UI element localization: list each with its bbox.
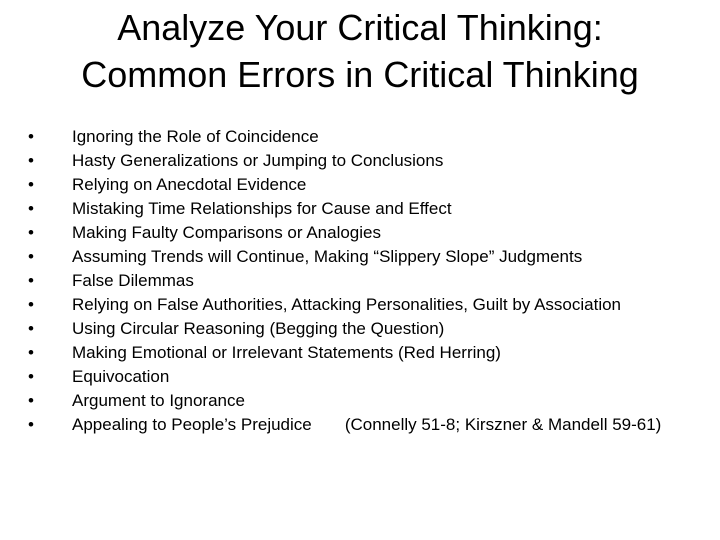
bullet-icon: • [28,247,34,266]
citation: (Connelly 51-8; Kirszner & Mandell 59-61) [344,415,662,434]
slide-title [20,4,700,98]
bullet-list [28,127,708,439]
list-item-text: Making Emotional or Irrelevant Statements (Red Herring) [72,343,501,362]
bullet-icon: • [28,151,34,170]
list-item-text: Relying on Anecdotal Evidence [72,175,307,194]
list-item [28,175,708,194]
list-item [28,151,708,170]
list-item-text: False Dilemmas [72,271,194,290]
title-line-2: Common Errors in Critical Thinking [81,54,639,95]
list-item [28,223,708,242]
bullet-icon: • [28,295,34,314]
bullet-icon: • [28,367,34,386]
bullet-icon: • [28,343,34,362]
list-item-text: Argument to Ignorance [72,391,245,410]
bullet-icon: • [28,319,34,338]
list-item-text: Relying on False Authorities, Attacking Personalities, Guilt by Association [72,295,622,314]
list-item-text: Equivocation [72,367,170,386]
list-item-text: Appealing to People’s Prejudice [72,415,312,434]
list-item-text: Mistaking Time Relationships for Cause and Effect [72,199,452,218]
list-item [28,415,708,434]
list-item [28,247,708,266]
list-item [28,295,708,314]
bullet-icon: • [28,271,34,290]
bullet-icon: • [28,223,34,242]
list-item [28,319,708,338]
bullet-icon: • [28,175,34,194]
bullet-icon: • [28,415,34,434]
list-item-text: Ignoring the Role of Coincidence [72,127,319,146]
list-item [28,127,708,146]
list-item [28,343,708,362]
list-item-text: Hasty Generalizations or Jumping to Conclusions [72,151,444,170]
list-item-text: Using Circular Reasoning (Begging the Question) [72,319,445,338]
list-item-text-with-citation [72,415,708,434]
bullet-icon: • [28,391,34,410]
bullet-icon: • [28,127,34,146]
list-item-text: Making Faulty Comparisons or Analogies [72,223,381,242]
list-item [28,367,708,386]
bullet-icon: • [28,199,34,218]
list-item [28,199,708,218]
title-line-1: Analyze Your Critical Thinking: [117,7,603,48]
list-item [28,271,708,290]
list-item [28,391,708,410]
list-item-text: Assuming Trends will Continue, Making “Slippery Slope” Judgments [72,247,583,266]
